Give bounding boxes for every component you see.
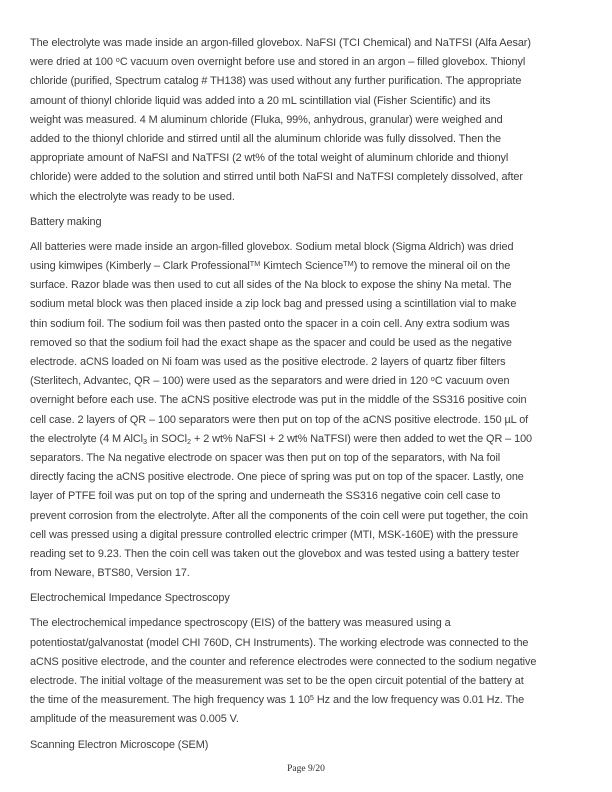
text-line: appropriate amount of NaFSI and NaTFSI (2 wt% of the total weight of aluminum chloride and thionyl (30, 152, 509, 165)
section-heading (30, 589, 584, 608)
text-line: The electrochemical impedance spectroscopy (EIS) of the battery was measured using a (30, 617, 451, 630)
text-line: the time of the measurement. The high frequency was 1 $10^5$ Hz and the low frequency was 0.01 Hz. The (30, 692, 525, 707)
text-line: Battery making (30, 215, 102, 228)
text-line: (Sterlitech, Advantec, QR – 100) were used as the separators and were dried in 120 $^o$C vacuum oven (30, 373, 510, 388)
paragraph (30, 238, 584, 583)
text-line: chloride) were added to the solution and stirred until both NaFSI and NaTFSI completely dissolved, after (30, 171, 523, 184)
text-line: weight was measured. 4 M aluminum chloride (Fluka, 99%, anhydrous, granular) were weighed and (30, 113, 503, 126)
text-line: surface. Razor blade was then used to cut all sides of the Na block to expose the shiny Na metal. The (30, 279, 512, 292)
text-line: cell case. 2 layers of QR – 100 separators were then put on top of the aCNS positive electrode. 150 µL of (30, 413, 529, 426)
text-line: removed so that the sodium foil had the exact shape as the spacer and could be used as the negative (30, 336, 512, 349)
text-line: electrode. aCNS loaded on Ni foam was used as the positive electrode. 2 layers of quartz fiber filters (30, 356, 506, 368)
text-line: separators. The Na negative electrode on spacer was then put on top of the separators, with Na foil (30, 451, 501, 464)
text-line: reading set to 9.23. Then the coin cell was taken out the glovebox and was tested using a battery tester (30, 547, 520, 560)
text-line: Electrochemical Impedance Spectroscopy (30, 592, 230, 605)
paragraph (30, 614, 584, 729)
text-line: overnight before each use. The aCNS positive electrode was put in the middle of the SS316 positive coin (30, 394, 527, 407)
text-line: electrode. The initial voltage of the measurement was set to be the open circuit potential of the battery at (30, 675, 524, 687)
text-line: added to the thionyl chloride and stirred until all the aluminum chloride was fully dissolved. Then the (30, 132, 502, 145)
text-line: The electrolyte was made inside an argon-filled glovebox. NaFSI (TCI Chemical) and NaTFSI (Alfa Aesar) (30, 37, 531, 49)
page-number: Page 9/20 (287, 764, 325, 774)
text-line: were dried at 100 $^o$C vacuum oven overnight before use and stored in an argon – filled glovebox. Thionyl (30, 54, 526, 69)
text-line: prevent corrosion from the electrolyte. After all the components of the coin cell were put together, the coin (30, 509, 528, 522)
text-line: chloride (purified, Spectrum catalog # TH138) was used without any further purification. The appropriate (30, 75, 522, 88)
text-line: Scanning Electron Microscope (SEM) (30, 738, 209, 751)
text-line: amount of thionyl chloride liquid was added into a 20 mL scintillation vial (Fisher Scientific) and its (30, 94, 491, 107)
text-line: All batteries were made inside an argon-filled glovebox. Sodium metal block (Sigma Aldrich) was dried (30, 240, 514, 253)
text-line: aCNS positive electrode, and the counter and reference electrodes were connected to the sodium negative (30, 655, 537, 668)
text-line: directly facing the aCNS positive electrode. One piece of spring was put on top of the spacer. Lastly, one (30, 471, 524, 484)
text-line: thin sodium foil. The sodium foil was then pasted onto the spacer in a coin cell. Any extra sodium was (30, 317, 510, 330)
text-line: amplitude of the measurement was 0.005 V. (30, 713, 239, 726)
paragraph (30, 34, 584, 207)
section-heading (30, 736, 584, 755)
text-line: from Neware, BTS80, Version 17. (30, 567, 190, 580)
text-line: using kimwipes (Kimberly – Clark Professional™ Kimtech Science™) to remove the mineral oil on the (30, 258, 511, 273)
section-heading (30, 213, 584, 232)
text-line: cell was pressed using a digital pressure controlled electric crimper (MTI, MSK-160E) with the pressure (30, 528, 519, 541)
text-line: sodium metal block was then placed inside a zip lock bag and pressed using a scintillation vial to make (30, 298, 517, 311)
document-body (30, 34, 584, 761)
text-line: layer of PTFE foil was put on top of the spring and underneath the SS316 negative coin cell case to (30, 490, 501, 503)
text-line: potentiostat/galvanostat (model CHI 760D, CH Instruments). The working electrode was connected to the (30, 636, 529, 649)
text-line: the electrolyte (4 M AlCl$_3$ in SOCl$_2$ + 2 wt% NaFSI + 2 wt% NaTFSI) were then added to wet the QR – 100 (30, 432, 533, 446)
text-line: which the electrolyte was ready to be used. (30, 190, 235, 203)
